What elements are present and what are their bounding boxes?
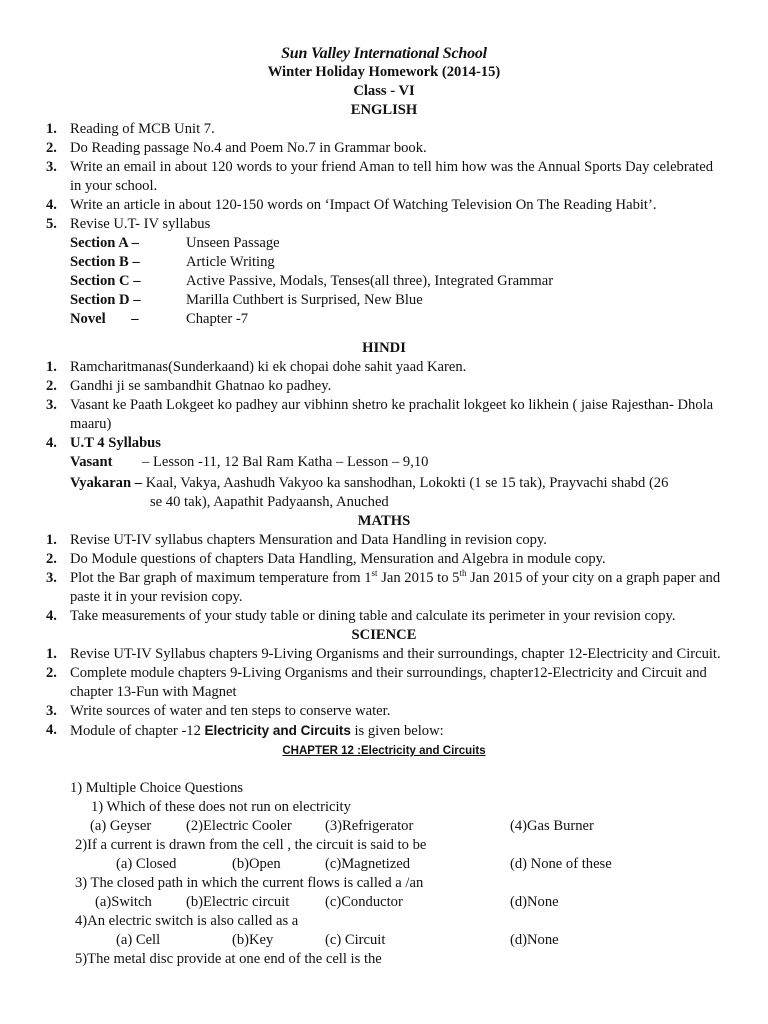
syllabus-section-row: Section B – Article Writing [70,254,275,270]
item-text: Vasant ke Paath Lokgeet ko padhey aur vibhinn shetro ke prachalit lokgeet ko likhein ( jaise Rajesthan- Dhola maaru) [70,397,714,432]
question-3-options [0,893,768,912]
item-number: 3. [46,570,57,586]
science-item-4: 4. Module of chapter -12 Electricity and Circuits is given below: [46,722,444,739]
option: (d) None of these [510,856,612,872]
question-4: 4)An electric switch is also called as a [75,913,299,929]
mcq-heading: 1) Multiple Choice Questions [70,780,244,796]
option: (a)Switch [95,894,152,910]
science-heading: SCIENCE [351,627,417,643]
question-2-options [0,855,768,874]
syllabus-section-row: Section C – Active Passive, Modals, Tenses(all three), Integrated Grammar [70,273,554,289]
science-item-1 [0,645,768,664]
english-item-5 [0,215,768,234]
question-1: 1) Which of these does not run on electricity [91,799,351,815]
hindi-item-3 [0,396,768,434]
item-number: 2. [46,551,57,567]
school-name: Sun Valley International School [281,45,487,62]
item-text: Revise UT-IV syllabus chapters Mensuration and Data Handling in revision copy. [70,532,547,548]
question-4-options [0,931,768,950]
option: (d)None [510,932,559,948]
item-number: 3. [46,703,57,719]
item-number: 3. [46,159,57,175]
item-number: 1. [46,532,57,548]
item-number: 2. [46,665,57,681]
item-text: Write an article in about 120-150 words on ‘Impact Of Watching Television On The Reading Habit’. [70,197,657,213]
item-number: 2. [46,140,57,156]
item-text: Complete module chapters 9-Living Organisms and their surroundings, chapter12-Electricity and Circuit and chapter 13-Fun with Magnet [70,665,707,700]
maths-heading: MATHS [357,513,411,529]
item-text: Gandhi ji se sambandhit Ghatnao ko padhey. [70,378,332,394]
option: (a) Geyser [90,818,152,834]
english-item-3 [0,158,768,196]
option: (c)Magnetized [325,856,411,872]
option: (c)Conductor [325,894,403,910]
item-text: Revise UT-IV Syllabus chapters 9-Living Organisms and their surroundings, chapter 12-Electricity and Circuit. [70,646,721,662]
item-text: Revise U.T- IV syllabus [70,216,211,232]
option: (4)Gas Burner [510,818,594,834]
question-1-options [0,817,768,836]
question-5: 5)The metal disc provide at one end of the cell is the [75,951,382,967]
question-2: 2)If a current is drawn from the cell , the circuit is said to be [75,837,427,853]
item-number: 5. [46,216,57,232]
option: (d)None [510,894,559,910]
maths-item-4 [0,607,768,626]
item-text: Write an email in about 120 words to your friend Aman to tell him how was the Annual Sports Day celebrated in your school. [70,159,714,194]
item-text: Do Module questions of chapters Data Handling, Mensuration and Algebra in module copy. [70,551,606,567]
option: (a) Closed [116,856,177,872]
item-number: 1. [46,646,57,662]
class-label: Class - VI [353,83,415,99]
syllabus-section-row: Section D – Marilla Cuthbert is Surprised, New Blue [70,292,423,308]
item-number: 4. [46,608,57,624]
item-text: Ramcharitmanas(Sunderkaand) ki ek chopai dohe sahit yaad Karen. [70,359,467,375]
syllabus-section-row: Novel – Chapter -7 [70,311,249,327]
item-number: 4. [46,435,57,451]
hindi-item-2 [0,377,768,396]
option: (2)Electric Cooler [186,818,292,834]
hindi-item-4 [0,434,768,453]
item-number: 2. [46,378,57,394]
vyakaran-continued: se 40 tak), Aapathit Padyaansh, Anuched [150,494,389,510]
item-text: Do Reading passage No.4 and Poem No.7 in Grammar book. [70,140,427,156]
maths-item-1 [0,531,768,550]
english-item-4 [0,196,768,215]
vyakaran-row: Vyakaran – Kaal, Vakya, Aashudh Vakyoo ka sanshodhan, Lokokti (1 se 15 tak), Prayvachi shabd (26 [70,475,669,491]
option: (a) Cell [116,932,161,948]
item-number: 1. [46,121,57,137]
science-item-3 [0,702,768,721]
hindi-item-1 [0,358,768,377]
option: (b)Key [232,932,274,948]
option: (c) Circuit [325,932,386,948]
syllabus-section-row: Section A – Unseen Passage [70,235,280,251]
item-number: 4. [46,722,57,738]
item-text: Reading of MCB Unit 7. [70,121,215,137]
question-3: 3) The closed path in which the current flows is called a /an [75,875,424,891]
maths-item-2 [0,550,768,569]
hindi-heading: HINDI [362,340,406,356]
option: (b)Electric circuit [186,894,290,910]
option: (3)Refrigerator [325,818,414,834]
english-item-2 [0,139,768,158]
item-text: Write sources of water and ten steps to conserve water. [70,703,391,719]
homework-title: Winter Holiday Homework (2014-15) [267,64,501,80]
chapter-title: CHAPTER 12 :Electricity and Circuits [282,745,486,757]
item-text: Take measurements of your study table or dining table and calculate its perimeter in your revision copy. [70,608,676,624]
maths-item-3: 3. Plot the Bar graph of maximum temperature from 1st Jan 2015 to 5th Jan 2015 of your city on a graph paper and paste it in your revision copy. [46,568,721,605]
item-text: U.T 4 Syllabus [70,435,161,451]
option: (b)Open [232,856,281,872]
english-item-1 [0,120,768,139]
english-heading: ENGLISH [350,102,418,118]
item-number: 4. [46,197,57,213]
item-number: 3. [46,397,57,413]
item-number: 1. [46,359,57,375]
vasant-row: Vasant – Lesson -11, 12 Bal Ram Katha – Lesson – 9,10 [70,454,429,470]
science-item-2 [0,664,768,702]
